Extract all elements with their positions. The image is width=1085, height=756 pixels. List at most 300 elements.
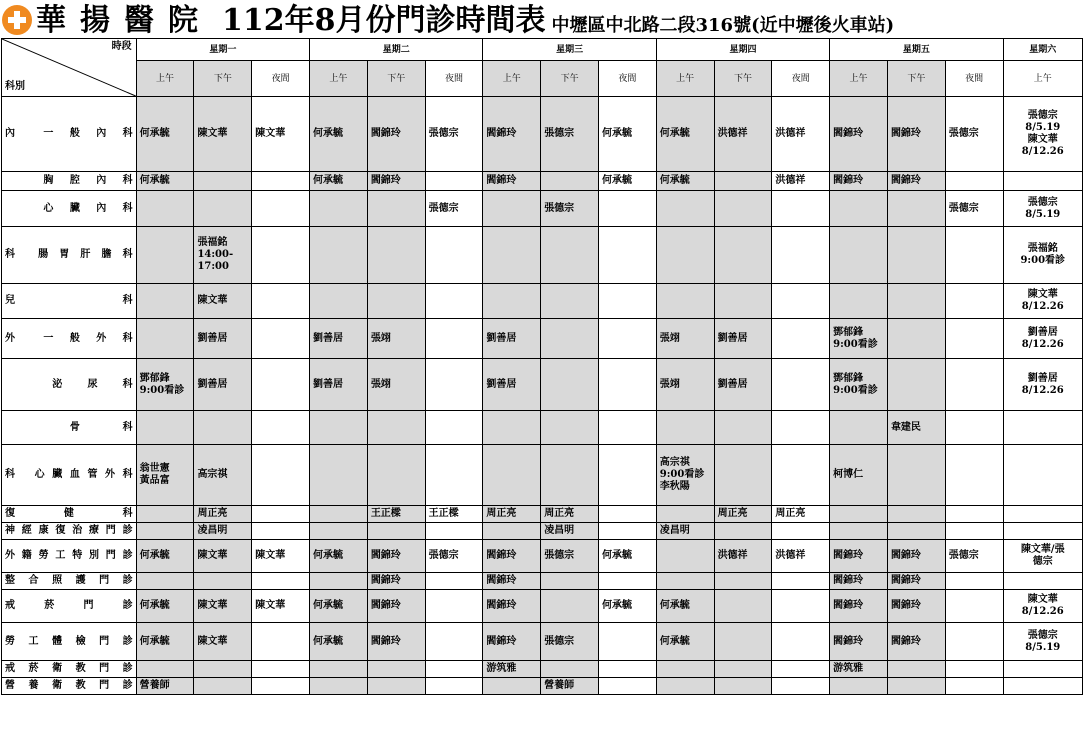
doctor-cell [772, 359, 830, 411]
doctor-cell: 劉善居 [194, 359, 252, 411]
department-label [2, 191, 137, 227]
doctor-cell: 何承毓 [136, 590, 194, 623]
doctor-cell: 張德宗 8/5.19 陳文華 8/12.26 [1003, 97, 1082, 172]
doctor-cell: 張翊 [656, 359, 714, 411]
department-label [2, 523, 137, 540]
doctor-cell [425, 523, 483, 540]
session-header: 下午 [541, 61, 599, 97]
schedule-row [2, 319, 1083, 359]
doctor-cell [310, 445, 368, 506]
schedule-row [2, 172, 1083, 191]
doctor-cell [252, 284, 310, 319]
doctor-cell: 營養師 [541, 678, 599, 695]
department-label-char: 教 [75, 663, 86, 674]
doctor-cell [1003, 661, 1082, 678]
doctor-cell: 何承毓 [310, 97, 368, 172]
doctor-cell: 張德宗 [425, 540, 483, 573]
corner-dept-label: 科別 [5, 81, 25, 92]
department-label [2, 590, 137, 623]
doctor-cell: 閻錦玲 [887, 573, 945, 590]
department-label-char: 科 [122, 469, 133, 480]
doctor-cell [136, 411, 194, 445]
doctor-cell [598, 678, 656, 695]
department-group-label: 外 [5, 332, 15, 344]
doctor-cell: 閻錦玲 [830, 623, 888, 661]
doctor-cell [483, 411, 541, 445]
doctor-cell [656, 227, 714, 284]
doctor-cell [772, 661, 830, 678]
doctor-cell [252, 319, 310, 359]
doctor-cell [1003, 523, 1082, 540]
doctor-cell: 張德宗 [425, 191, 483, 227]
doctor-cell [310, 506, 368, 523]
doctor-cell [714, 227, 772, 284]
doctor-cell: 劉善居 [310, 359, 368, 411]
department-label-char: 胃 [59, 249, 70, 260]
doctor-cell [483, 523, 541, 540]
doctor-cell [1003, 411, 1082, 445]
schedule-row [2, 359, 1083, 411]
doctor-cell: 營養師 [136, 678, 194, 695]
doctor-cell [136, 573, 194, 590]
doctor-cell: 何承毓 [310, 172, 368, 191]
doctor-cell: 閻錦玲 [367, 573, 425, 590]
schedule-row [2, 678, 1083, 695]
doctor-cell [252, 359, 310, 411]
department-label-char: 菸 [44, 600, 55, 611]
doctor-cell: 陳文華 [194, 540, 252, 573]
doctor-cell: 張德宗 [425, 97, 483, 172]
department-label [2, 445, 137, 506]
doctor-cell [772, 573, 830, 590]
department-label-char: 科 [122, 295, 133, 306]
corner-time-label: 時段 [111, 41, 132, 52]
department-label-char: 兒 [5, 295, 15, 306]
department-group-end-label: 科 [5, 249, 15, 260]
doctor-cell: 何承毓 [656, 590, 714, 623]
doctor-cell: 張德宗 [945, 191, 1003, 227]
doctor-cell: 閻錦玲 [367, 540, 425, 573]
doctor-cell [714, 623, 772, 661]
department-label-char: 心 [43, 202, 54, 214]
doctor-cell: 陳文華 8/12.26 [1003, 590, 1082, 623]
doctor-cell [425, 678, 483, 695]
hospital-address: 中壢區中北路二段316號(近中壢後火車站) [551, 15, 895, 36]
doctor-cell [194, 661, 252, 678]
department-label-char: 營 [5, 680, 15, 691]
doctor-cell [136, 506, 194, 523]
doctor-cell [945, 573, 1003, 590]
doctor-cell [598, 661, 656, 678]
department-label-char: 般 [69, 332, 80, 344]
doctor-cell: 閻錦玲 [483, 623, 541, 661]
doctor-cell [367, 678, 425, 695]
doctor-cell [772, 623, 830, 661]
department-label-char: 療 [88, 525, 99, 536]
doctor-cell [945, 359, 1003, 411]
department-label-char: 門 [99, 680, 110, 691]
doctor-cell: 張德宗 [945, 97, 1003, 172]
doctor-cell: 陳文華 [194, 284, 252, 319]
doctor-cell: 鄧郁鋒 9:00看診 [830, 319, 888, 359]
doctor-cell [1003, 506, 1082, 523]
doctor-cell: 韋建民 [887, 411, 945, 445]
doctor-cell [598, 445, 656, 506]
doctor-cell [425, 319, 483, 359]
department-label-char: 復 [5, 508, 15, 519]
doctor-cell [1003, 573, 1082, 590]
doctor-cell [194, 172, 252, 191]
doctor-cell [541, 172, 599, 191]
department-label-char: 別 [88, 550, 99, 561]
department-label-char: 門 [99, 635, 110, 647]
corner-header-cell [2, 39, 137, 97]
doctor-cell [367, 445, 425, 506]
doctor-cell: 何承毓 [598, 97, 656, 172]
doctor-cell: 張德宗 8/5.19 [1003, 191, 1082, 227]
schedule-row [2, 623, 1083, 661]
doctor-cell: 陳文華 [252, 540, 310, 573]
doctor-cell [887, 319, 945, 359]
department-label-char: 合 [28, 575, 39, 586]
doctor-cell [945, 590, 1003, 623]
session-header: 上午 [656, 61, 714, 97]
hospital-cross-logo-icon [2, 5, 32, 35]
doctor-cell: 張福銘 14:00- 17:00 [194, 227, 252, 284]
session-header: 夜間 [772, 61, 830, 97]
doctor-cell: 閻錦玲 [483, 590, 541, 623]
department-label [2, 319, 137, 359]
doctor-cell [830, 506, 888, 523]
doctor-cell [367, 411, 425, 445]
doctor-cell [310, 523, 368, 540]
doctor-cell [887, 191, 945, 227]
doctor-cell [714, 411, 772, 445]
doctor-cell: 游筑雅 [483, 661, 541, 678]
doctor-cell [598, 506, 656, 523]
session-header: 夜間 [252, 61, 310, 97]
doctor-cell [656, 411, 714, 445]
doctor-cell [483, 191, 541, 227]
department-label-char: 肝 [80, 249, 91, 260]
doctor-cell [772, 227, 830, 284]
doctor-cell [252, 411, 310, 445]
doctor-cell [136, 191, 194, 227]
doctor-cell: 閻錦玲 [483, 97, 541, 172]
department-label-char: 戒 [5, 663, 15, 674]
doctor-cell: 張翊 [367, 359, 425, 411]
doctor-cell: 閻錦玲 [367, 97, 425, 172]
doctor-cell [425, 359, 483, 411]
department-label-char: 般 [69, 128, 80, 139]
doctor-cell [541, 319, 599, 359]
department-label-char: 科 [122, 249, 133, 260]
doctor-cell [367, 191, 425, 227]
doctor-cell: 張德宗 8/5.19 [1003, 623, 1082, 661]
doctor-cell [194, 411, 252, 445]
session-header: 下午 [194, 61, 252, 97]
doctor-cell [887, 506, 945, 523]
department-label [2, 227, 137, 284]
doctor-cell: 何承毓 [310, 623, 368, 661]
doctor-cell: 劉善居 [483, 319, 541, 359]
doctor-cell [598, 191, 656, 227]
doctor-cell [194, 678, 252, 695]
department-label-char: 菸 [28, 663, 39, 674]
department-label-char: 泌 [52, 378, 63, 390]
department-label-char: 體 [52, 635, 63, 647]
doctor-cell [714, 172, 772, 191]
department-label-char: 診 [122, 525, 133, 536]
department-label-char: 內 [96, 128, 107, 139]
department-label-char: 復 [55, 525, 66, 536]
doctor-cell: 張德宗 [541, 191, 599, 227]
schedule-row [2, 445, 1083, 506]
department-label-char: 科 [122, 378, 133, 390]
department-label-char: 一 [43, 128, 54, 139]
doctor-cell [887, 678, 945, 695]
doctor-cell: 王正樑 [367, 506, 425, 523]
doctor-cell: 劉善居 [194, 319, 252, 359]
department-label-char: 科 [122, 202, 133, 214]
doctor-cell [830, 411, 888, 445]
department-label [2, 359, 137, 411]
doctor-cell [598, 359, 656, 411]
doctor-cell: 劉善居 [483, 359, 541, 411]
department-label-char: 臟 [69, 202, 80, 214]
schedule-row [2, 523, 1083, 540]
day-header: 星期二 [310, 39, 483, 61]
department-label-char: 管 [87, 469, 98, 480]
doctor-cell [656, 506, 714, 523]
doctor-cell: 洪德祥 [772, 172, 830, 191]
day-header: 星期五 [830, 39, 1003, 61]
doctor-cell: 何承毓 [598, 172, 656, 191]
doctor-cell [945, 284, 1003, 319]
doctor-cell: 鄧郁鋒 9:00看診 [830, 359, 888, 411]
doctor-cell [1003, 172, 1082, 191]
department-label-char: 科 [122, 332, 133, 344]
department-label-char: 教 [75, 680, 86, 691]
department-group-end-label: 科 [5, 469, 15, 480]
doctor-cell [656, 284, 714, 319]
schedule-row [2, 227, 1083, 284]
doctor-cell [425, 590, 483, 623]
doctor-cell [252, 506, 310, 523]
doctor-cell [598, 523, 656, 540]
doctor-cell [598, 573, 656, 590]
doctor-cell [945, 678, 1003, 695]
doctor-cell [714, 573, 772, 590]
day-header: 星期三 [483, 39, 656, 61]
doctor-cell [887, 523, 945, 540]
doctor-cell [945, 319, 1003, 359]
doctor-cell [541, 590, 599, 623]
doctor-cell [310, 227, 368, 284]
doctor-cell: 陳文華 [252, 590, 310, 623]
session-header: 下午 [887, 61, 945, 97]
doctor-cell [310, 661, 368, 678]
department-label-char: 外 [105, 469, 116, 480]
doctor-cell [136, 523, 194, 540]
department-label-char: 健 [63, 508, 74, 519]
doctor-cell [656, 191, 714, 227]
doctor-cell [598, 284, 656, 319]
doctor-cell [887, 227, 945, 284]
day-header: 星期六 [1003, 39, 1082, 61]
doctor-cell: 張德宗 [945, 540, 1003, 573]
department-label-char: 衛 [52, 663, 63, 674]
session-header: 上午 [483, 61, 541, 97]
doctor-cell [945, 411, 1003, 445]
day-header: 星期四 [656, 39, 829, 61]
doctor-cell [136, 227, 194, 284]
department-label-char: 一 [43, 332, 54, 344]
doctor-cell [541, 227, 599, 284]
doctor-cell [252, 678, 310, 695]
doctor-cell [656, 540, 714, 573]
doctor-cell: 游筑雅 [830, 661, 888, 678]
doctor-cell: 周正亮 [772, 506, 830, 523]
doctor-cell [887, 359, 945, 411]
department-label-char: 勞 [5, 635, 15, 647]
session-header: 下午 [367, 61, 425, 97]
doctor-cell [598, 623, 656, 661]
department-label [2, 411, 137, 445]
doctor-cell [425, 623, 483, 661]
doctor-cell [830, 227, 888, 284]
doctor-cell: 洪德祥 [714, 97, 772, 172]
department-label-char: 特 [72, 550, 83, 561]
schedule-row [2, 506, 1083, 523]
department-label [2, 506, 137, 523]
doctor-cell [367, 523, 425, 540]
schedule-row [2, 97, 1083, 172]
doctor-cell: 何承毓 [136, 97, 194, 172]
doctor-cell: 閻錦玲 [887, 590, 945, 623]
department-label-char: 門 [105, 525, 116, 536]
doctor-cell [772, 590, 830, 623]
department-label-char: 神 [5, 525, 15, 536]
doctor-cell: 閻錦玲 [887, 97, 945, 172]
doctor-cell [483, 445, 541, 506]
doctor-cell: 陳文華/張 德宗 [1003, 540, 1082, 573]
doctor-cell [252, 523, 310, 540]
department-label [2, 573, 137, 590]
doctor-cell [656, 661, 714, 678]
doctor-cell [252, 445, 310, 506]
department-label-char: 內 [96, 202, 107, 214]
department-label-char: 診 [122, 550, 133, 561]
doctor-cell [945, 661, 1003, 678]
schedule-title: 112年8月份門診時間表 [222, 3, 546, 38]
department-label-char: 康 [38, 525, 49, 536]
department-group-label: 內 [5, 128, 15, 139]
department-label-char: 膽 [101, 249, 112, 260]
doctor-cell: 高宗祺 [194, 445, 252, 506]
hospital-name: 華揚醫院 [36, 3, 212, 38]
doctor-cell: 凌昌明 [656, 523, 714, 540]
schedule-row [2, 540, 1083, 573]
doctor-cell [541, 359, 599, 411]
session-header: 上午 [1003, 61, 1082, 97]
doctor-cell [310, 573, 368, 590]
doctor-cell [252, 227, 310, 284]
doctor-cell: 張翊 [367, 319, 425, 359]
doctor-cell: 閻錦玲 [830, 590, 888, 623]
department-label-char: 臟 [52, 469, 63, 480]
doctor-cell [136, 319, 194, 359]
department-label [2, 623, 137, 661]
doctor-cell [425, 227, 483, 284]
doctor-cell [425, 411, 483, 445]
doctor-cell: 何承毓 [656, 172, 714, 191]
doctor-cell [772, 523, 830, 540]
doctor-cell: 閻錦玲 [483, 172, 541, 191]
doctor-cell [310, 411, 368, 445]
doctor-cell [1003, 445, 1082, 506]
day-header: 星期一 [136, 39, 309, 61]
doctor-cell: 何承毓 [656, 97, 714, 172]
department-label-char: 門 [99, 575, 110, 586]
doctor-cell: 張翊 [656, 319, 714, 359]
doctor-cell [945, 172, 1003, 191]
doctor-cell: 凌昌明 [541, 523, 599, 540]
doctor-cell: 周正亮 [194, 506, 252, 523]
doctor-cell: 洪德祥 [772, 97, 830, 172]
doctor-cell: 劉善居 [310, 319, 368, 359]
department-label-char: 工 [28, 635, 39, 647]
doctor-cell [194, 191, 252, 227]
doctor-cell [483, 227, 541, 284]
department-label-char: 診 [122, 575, 133, 586]
doctor-cell: 閻錦玲 [367, 590, 425, 623]
doctor-cell: 閻錦玲 [367, 623, 425, 661]
doctor-cell [598, 319, 656, 359]
doctor-cell [772, 411, 830, 445]
doctor-cell [136, 284, 194, 319]
department-label-char: 診 [122, 635, 133, 647]
department-label-char: 照 [52, 575, 63, 586]
doctor-cell [830, 284, 888, 319]
doctor-cell [425, 172, 483, 191]
doctor-cell [714, 590, 772, 623]
doctor-cell: 翁世憲 黃品富 [136, 445, 194, 506]
doctor-cell: 閻錦玲 [887, 172, 945, 191]
department-label-char: 血 [69, 469, 80, 480]
doctor-cell [945, 623, 1003, 661]
doctor-cell [310, 191, 368, 227]
schedule-header [0, 0, 1085, 38]
department-label-char: 戒 [5, 600, 15, 611]
doctor-cell: 何承毓 [310, 540, 368, 573]
department-label-char: 整 [5, 575, 15, 586]
doctor-cell: 何承毓 [136, 623, 194, 661]
doctor-cell: 陳文華 8/12.26 [1003, 284, 1082, 319]
doctor-cell [598, 411, 656, 445]
department-label-char: 護 [75, 575, 86, 586]
department-label-char: 經 [21, 525, 32, 536]
department-label-char: 檢 [75, 635, 86, 647]
doctor-cell [483, 678, 541, 695]
schedule-row [2, 590, 1083, 623]
doctor-cell: 陳文華 [194, 590, 252, 623]
doctor-cell [541, 573, 599, 590]
doctor-cell: 高宗祺 9:00看診 李秋陽 [656, 445, 714, 506]
doctor-cell [252, 573, 310, 590]
doctor-cell: 周正亮 [483, 506, 541, 523]
schedule-row [2, 191, 1083, 227]
